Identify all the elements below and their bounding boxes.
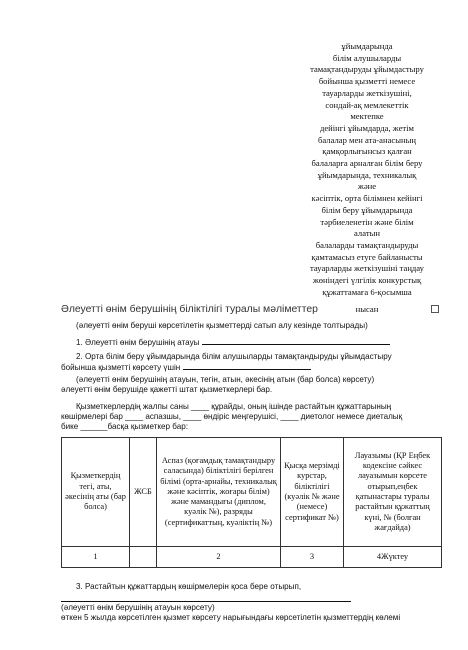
header-iin: ЖСБ xyxy=(130,438,157,547)
header-line: тамақтандыруды ұйымдастыру xyxy=(310,64,424,75)
form-label: нысан xyxy=(355,304,379,315)
header-line: кәсіптік, орта білімнен кейінгі xyxy=(311,193,423,204)
header-cook-qualification: Аспаз (қоғамдық тамақтандыру саласында) біліктілігі берілген білімі (орта-арнайы, техникалық және кәсіптік, жоғары білім) және мамандығы (диплом, куәлік №), разряды (сертификаттың, куәліктің №) xyxy=(157,438,281,547)
footer-last-line: өткен 5 жылда көрсетілген қызмет көрсету нарығындағы көрсетілетін қызметтердің көлемі xyxy=(61,613,401,622)
header-line: және xyxy=(357,181,377,192)
footer-note-name: (әлеуетті өнім берушінің атауын көрсету) xyxy=(61,603,215,612)
header-line: мектепке xyxy=(350,111,384,122)
header-line: балаларды тамақтандыруды xyxy=(315,239,419,250)
header-short-courses: Қысқа мерзімді курстар, біліктілігі (куәлік № және (немесе) сертификат №) xyxy=(281,438,344,547)
header-line: тәрбиеленетін және білім xyxy=(320,216,414,227)
header-line: балалар мен ата-анасының xyxy=(318,134,416,145)
header-line: дейінгі ұйымдарда, жетім xyxy=(319,122,414,133)
header-line: білім алушыларды xyxy=(332,52,402,63)
supplier-name-blank[interactable] xyxy=(202,337,390,345)
note-name-line2: әлеуетті өнім берушіде қажетті штат қызметкерлері бар. xyxy=(61,385,273,394)
header-line: алатын xyxy=(354,228,380,239)
note-fill: (әлеуетті өнім беруші көрсетілетін қызметтерді сатып алу кезінде толтырады) xyxy=(76,321,368,330)
header-line: сондай-ақ мемлекеттік xyxy=(325,99,409,110)
note-name-line1: (әлеуетті өнім берушінің атауын, тегін, атын, әкесінің атын (бар болса) көрсету) xyxy=(76,375,375,384)
service-blank[interactable] xyxy=(183,362,311,370)
header-line: ұйымдарында xyxy=(341,41,393,51)
column-number: 1 xyxy=(62,547,130,568)
item-1 xyxy=(76,337,456,348)
column-number[interactable]: 4Жүктеу xyxy=(344,547,442,568)
staff-line2: көшірмелері бар ____ аспазшы, ____ өндіріс меңгерушісі, ____ диетолог немесе диеталық xyxy=(61,412,403,421)
item-2-line2 xyxy=(61,362,441,373)
header-line: білім беру ұйымдарында xyxy=(321,204,413,215)
staff-line1: Қызметкерлердің жалпы саны ____ құрайды, оның ішінде растайтын құжаттарының xyxy=(76,402,392,411)
column-number xyxy=(130,547,157,568)
header-line: тауарларды жеткізушіні, xyxy=(322,87,412,98)
item-3: 3. Растайтын құжаттардың көшірмелерін қоса бере отырып, xyxy=(76,582,302,591)
header-line: балаларға арналған білім беру xyxy=(311,158,423,169)
header-line: қамтамасыз етуге байланысты xyxy=(311,251,423,262)
staff-line3: бике ______басқа қызметкер бар: xyxy=(61,422,188,431)
header-line: қамқорлығынсыз қалған xyxy=(322,146,412,157)
header-employee-name: Қызметкердің тегі, аты, әкесінің аты (бар болса) xyxy=(62,438,130,547)
item-1-text: 1. Әлеуетті өнім берушінің атауы xyxy=(76,338,200,347)
staff-table xyxy=(61,437,442,568)
form-title: Әлеуетті өнім берушінің біліктілігі туралы мәліметтер xyxy=(61,304,318,315)
header-line: жөніндегі үлгілік конкурстық xyxy=(312,275,422,286)
item-2-line2-text: бойынша қызметті көрсету үшін xyxy=(61,363,181,372)
header-line: құжаттамаға 6-қосымша xyxy=(322,286,412,297)
table-header-row xyxy=(62,438,442,547)
item-2-line1: 2. Орта білім беру ұйымдарында білім алушыларды тамақтандыруды ұйымдастыру xyxy=(76,352,392,361)
appendix-header xyxy=(292,41,442,316)
header-line: бойынша қызметті немесе xyxy=(318,76,416,87)
column-number: 2 xyxy=(157,547,281,568)
table-row xyxy=(62,547,442,568)
supplier-name-line[interactable] xyxy=(61,601,351,602)
corner-checkbox[interactable] xyxy=(431,305,439,313)
header-position: Лауазымы (ҚР Еңбек кодексіне сәйкес лауазымын көрсете отырып,еңбек қатынастары туралы растайтын құжаттың күні, № (болған жағдайда) xyxy=(344,438,442,547)
column-number: 3 xyxy=(281,547,344,568)
header-line: ұйымдарында, техникалық xyxy=(317,169,417,180)
header-line: тауарларды жеткізушіні таңдау xyxy=(310,263,424,274)
